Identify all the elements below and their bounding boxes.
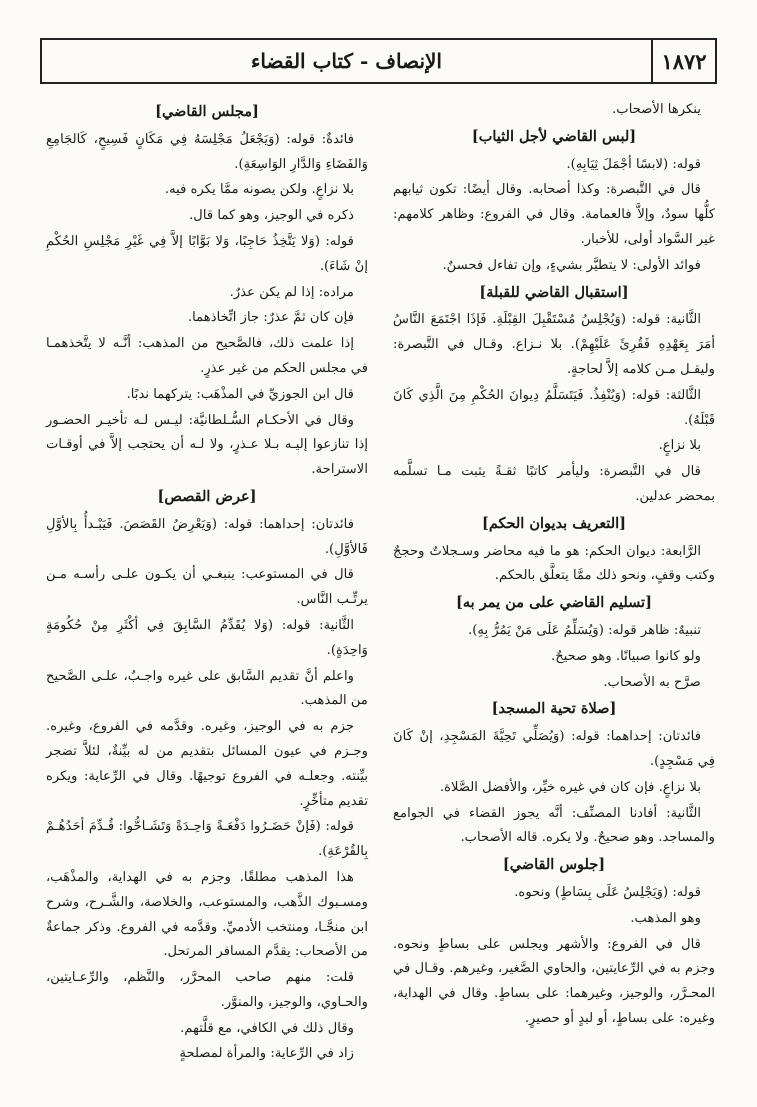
- paragraph: قال في التَّبصرة: وكذا أصحابه. وقال أيضًا: تكون ثيابهم كلُّها سودٌ، وإلاَّ فالعمامة. وقال في الفروع: وظاهر كلامهم: غير السَّواد أولى، للأخبار.: [393, 182, 715, 247]
- paragraph: بلا نزاعٍ. ولكن يصونه ممَّا يكره فيه.: [164, 182, 354, 198]
- paragraph: الثَّانية: قوله: (وَلا يُقَدِّمُ السَّابِقَ فِي أكْثَرِ مِنْ حُكُومَةٍ وَاحِدَةٍ).: [46, 617, 368, 658]
- paragraph: قوله: (فَإنْ حَضَـرُوا دَفْعَـةً وَاحِـدَةً وَتَشَـاحُّوا: قُـدِّمَ أحَدُهُـمْ بِالقُرْعَةِ).: [46, 819, 368, 860]
- paragraph: الثَّانية: أفادنا المصنِّف: أنَّه يجوز القضاء في الجوامع والمساجد. وهو صحيحٌ. ولا يكره. قاله الأصحاب.: [393, 805, 715, 846]
- paragraph: وقال في الأحكـام السُّـلطانيَّة: ليـس لـه تأخيـر الحضـور إذا تنازعوا إليـه بـلا عـذرٍ، ولا لـه أن يحتجب إلاَّ في أوقـات الاستراحة.: [46, 412, 368, 478]
- paragraph: فائدةٌ: قوله: (وَيَجْعَلُ مَجْلِسَهُ فِي مَكَانٍ فَسِيحٍ، كَالجَامِعِ وَالفَضَاءِ وَالدَّارِ الوَاسِعَةِ).: [46, 131, 368, 172]
- section-heading: [استقبال القاضي للقبلة]: [479, 283, 629, 301]
- paragraph: قال في الفروع: والأشهر ويجلس على بساطٍ ونحوه. وجزم به في الرِّعايتين، والحاوي الصَّغير، وغيرهم. وقـال في المحـرَّر، والوجيز، وغيرهما: على بساطٍ. وقال في الهداية، وغيره: على بساطٍ، أو لبدٍ أو حصيرٍ.: [393, 936, 715, 1026]
- paragraph: بلا نزاعٍ.: [658, 438, 701, 454]
- paragraph: قال ابن الجوزيِّ في المذْهَب: يتركهما ندبًا.: [126, 386, 354, 402]
- paragraph: مراده: إذا لم يكن عذرٌ.: [229, 284, 354, 300]
- paragraph: تنبيهٌ: ظاهر قوله: (وَيُسَلِّمُ عَلَى مَنْ يَمُرُّ بِهِ).: [468, 622, 701, 638]
- paragraph: ينكرها الأصحاب.: [612, 102, 701, 117]
- section-heading: [صلاة تحية المسجد]: [491, 700, 617, 718]
- paragraph: قوله: (وَلا يَتَّخِذُ حَاجِبًا، وَلا بَوَّابًا إلاَّ فِي غَيْرِ مَجْلِسِ الحُكْمِ إنْ شَاءَ).: [46, 233, 368, 274]
- paragraph: قال في التَّبصرة: وليأمر كاتبًا ثقـةً يثبت مـا تسلَّمه بمحضر عدلين.: [393, 464, 715, 504]
- paragraph: فإن كان ثمَّ عذرٌ: جاز اتِّخاذهما.: [187, 310, 354, 326]
- paragraph: إذا علمت ذلك، فالصَّحيح من المذهب: أنَّـه لا يتَّخذهمـا في مجلس الحكم من غير عذرٍ.: [46, 336, 368, 376]
- section-heading: [التعريف بديوان الحكم]: [482, 514, 626, 532]
- paragraph: زاد في الرِّعاية: والمرأة لمصلحةٍ: [179, 1046, 354, 1062]
- paragraph: فائدتان: إحداهما: قوله: (وَيَعْرِضُ القَصَصَ. فَيَبْـدأُ بِالأوَّلِ فَالأوَّلِ).: [46, 516, 368, 557]
- paragraph: فوائد الأولى: لا يتطيَّر بشيءٍ، وإن تفاءل فحسنٌ.: [442, 257, 701, 273]
- paragraph: فائدتان: إحداهما: قوله: (وَيُصَلِّي تَحِيَّةَ المَسْجِدِ، إنْ كَانَ فِي مَسْجِدٍ).: [393, 729, 715, 769]
- paragraph: الثَّالثة: قوله: (وَيُنْفِذُ. فَيَتَسَلَّمُ دِيوانَ الحُكْمِ مِنَ الَّذِي كَانَ قَبْلَهُ).: [393, 387, 715, 428]
- left-column: [46, 98, 368, 1068]
- section-heading: [جلوس القاضي]: [502, 856, 606, 874]
- section-heading: [مجلس القاضي]: [155, 103, 259, 120]
- paragraph: قلت: منهم صاحب المحرَّر، والنَّظم، والرِّعـايتين، والحـاوي، والوجيز، والمنوَّر.: [46, 970, 368, 1010]
- paragraph: وقال ذلك في الكافي، مع قلَّتهم.: [180, 1020, 354, 1036]
- paragraph: جزم به في الوجيز، وغيره. وقدَّمه في الفروع، وغيره. وجـزم في عيون المسائل بتقديم من له بيِّنةٌ، لئلاَّ تضجر بيِّنته. وجعلـه في الفروع توجيهًا. وقال في الرِّعاية: ويكره تقديم متأخِّرٍ.: [46, 719, 368, 809]
- paragraph: هذا المذهب مطلقًا. وجزم به في الهداية، والمذْهَب، ومسـبوك الذَّهب، والمستوعب، والخلاصة، والشَّـرح، وشرح ابن منجَّـا، ومنتخب الأدميِّ. وقدَّمه في الفروع. وذكر جماعةٌ من الأصحاب: يقدَّم المسافر المرتحل.: [46, 869, 368, 960]
- section-heading: [تسليم القاضي على من يمر به]: [456, 594, 652, 612]
- right-column: [393, 98, 715, 1033]
- page-header: [40, 38, 717, 84]
- paragraph: واعلم أنَّ تقديم السَّابق على غيره واجـبٌ، علـى الصَّحيح من المذهب.: [46, 668, 368, 709]
- paragraph: صرَّح به الأصحاب.: [603, 674, 701, 690]
- paragraph: الثَّانية: قوله: (وَيُجْلِسُ مُسْتَقْبِلَ القِبْلَةِ. فَإذَا اجْتَمَعَ النَّاسُ أمَرَ بِعَهْدِهِ فَقُرِئَ عَلَيْهِمْ). بلا نـزاع. وقـال في التَّبصرة: وليقـل مـن كلامه إلاَّ لحاجةٍ.: [393, 312, 715, 377]
- section-heading: [لبس القاضي لأجل الثياب]: [471, 127, 637, 145]
- page-number: ١٨٧٢: [651, 40, 715, 82]
- section-heading: [عرض القصص]: [157, 487, 257, 505]
- paragraph: الرَّابعة: ديوان الحكم: هو ما فيه محاضر وسـجلاتٌ وحججٌ وكتب وقفٍ، ونحو ذلك ممَّا يتعلَّق بالحكم.: [393, 543, 715, 584]
- paragraph: قوله: (وَيَجْلِسُ عَلَى بِسَاطٍ) ونحوه.: [514, 884, 701, 900]
- paragraph: قوله: (لابسًا أجْمَلَ ثِيَابِهِ).: [566, 156, 701, 172]
- paragraph: ولو كانوا صبيانًا. وهو صحيحٌ.: [551, 648, 701, 664]
- paragraph: ذكره في الوجيز، وهو كما قال.: [189, 208, 354, 224]
- paragraph: قال في المستوعب: ينبغـي أن يكـون علـى رأسـه مـن يرتِّـب النَّاس.: [46, 567, 368, 608]
- running-title: الإنصاف - كتاب القضاء: [251, 49, 442, 73]
- paragraph: وهو المذهب.: [630, 910, 701, 926]
- paragraph: بلا نزاعٍ. فإن كان في غيره خيِّر، والأفضل الصَّلاة.: [439, 779, 701, 795]
